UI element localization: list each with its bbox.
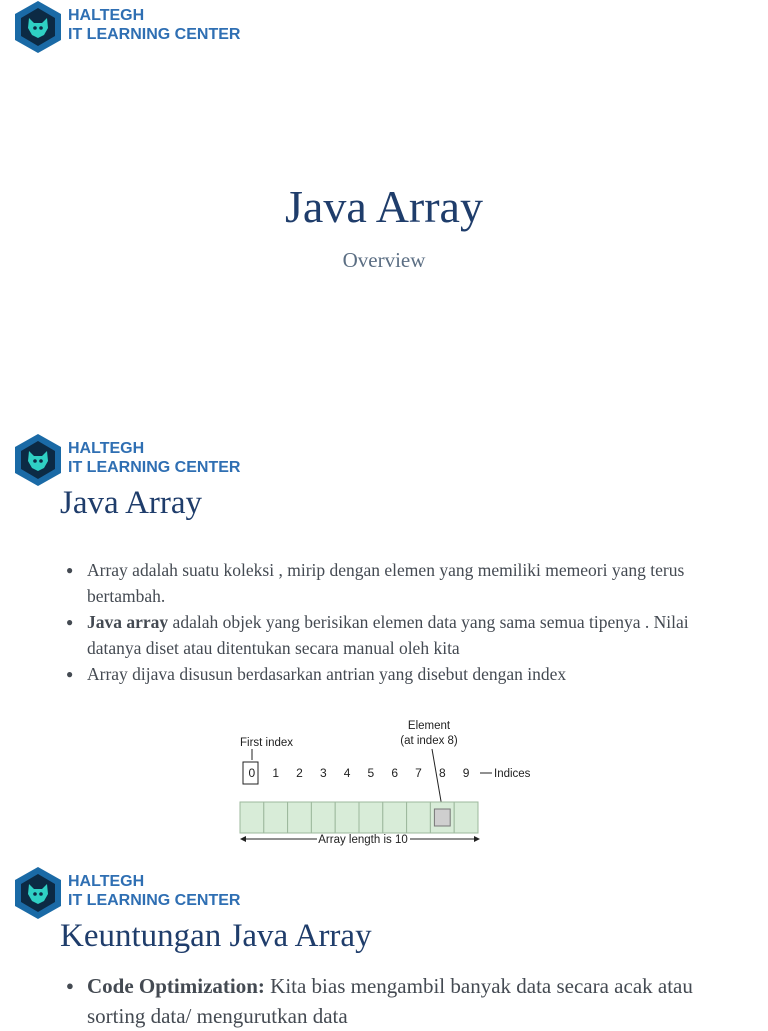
array-cell: [454, 802, 478, 833]
array-index-label: 3: [319, 766, 327, 780]
bullet-text: Kita bias mengambil banyak data secara acak atau sorting data/ mengurutkan data: [87, 974, 693, 1028]
array-cell: [359, 802, 383, 833]
array-index-label: 1: [272, 766, 280, 780]
array-cell: [288, 802, 312, 833]
brand-line-1: HALTEGH: [68, 873, 145, 890]
indices-label: Indices: [494, 768, 531, 780]
array-index-label: 4: [343, 766, 351, 780]
bullet-item: [66, 609, 726, 661]
bullet-text: Array dijava disusun berdasarkan antrian yang disebut dengan index: [87, 664, 567, 684]
brand-line-1: HALTEGH: [68, 440, 145, 457]
bullet-bold: Code Optimization:: [87, 974, 265, 998]
array-index-label: 7: [415, 766, 422, 780]
bullet-item: [66, 661, 726, 687]
brand-name: [68, 6, 240, 44]
array-cell: [240, 802, 264, 833]
haltegh-logo-icon: [13, 0, 63, 54]
array-index-label: 8: [438, 766, 446, 780]
brand-line-2: IT LEARNING CENTER: [68, 26, 241, 43]
array-index-label: 2: [296, 766, 303, 780]
element-label: Element: [407, 720, 451, 732]
slide1-title: Java Array: [285, 181, 483, 232]
brand-name: [68, 872, 240, 910]
array-cell: [335, 802, 359, 833]
array-cell: [311, 802, 335, 833]
array-index-label: 5: [367, 766, 375, 780]
array-cell: [264, 802, 288, 833]
bullet-item: [66, 557, 726, 609]
slide-title: [0, 0, 768, 433]
haltegh-logo-icon: [13, 433, 63, 487]
bullet-text: adalah objek yang berisikan elemen data yang sama semua tipenya . Nilai datanya diset atau ditentukan secara manual oleh kita: [87, 612, 689, 658]
first-index-label: First index: [240, 737, 294, 749]
slide-java-array: [0, 433, 768, 866]
array-length-label: Array length is 10: [318, 834, 408, 846]
slide3-title: Keuntungan Java Array: [60, 918, 372, 954]
bullet-bold: Java array: [87, 612, 169, 632]
brand-name: [68, 439, 240, 477]
array-diagram: [232, 715, 542, 847]
bullet-item: [66, 971, 726, 1031]
array-element-marker: [434, 809, 450, 826]
bullet-text: Array adalah suatu koleksi , mirip dengan elemen yang memiliki memeori yang terus bertambah.: [87, 560, 685, 606]
array-cell: [383, 802, 407, 833]
slide2-bullet-list: [66, 557, 726, 687]
slide3-bullet-list: [66, 971, 726, 1031]
haltegh-logo-icon: [13, 866, 63, 920]
brand-line-2: IT LEARNING CENTER: [68, 459, 241, 476]
slide-keuntungan: [0, 866, 768, 1028]
array-index-label: 0: [248, 766, 256, 780]
slide2-title: Java Array: [60, 485, 203, 521]
brand-line-2: IT LEARNING CENTER: [68, 892, 241, 909]
array-cell: [407, 802, 431, 833]
array-index-label: 6: [391, 766, 399, 780]
brand-line-1: HALTEGH: [68, 7, 145, 24]
slide1-subtitle: Overview: [342, 248, 426, 272]
array-index-label: 9: [462, 766, 470, 780]
element-index-label: (at index 8): [400, 735, 458, 747]
